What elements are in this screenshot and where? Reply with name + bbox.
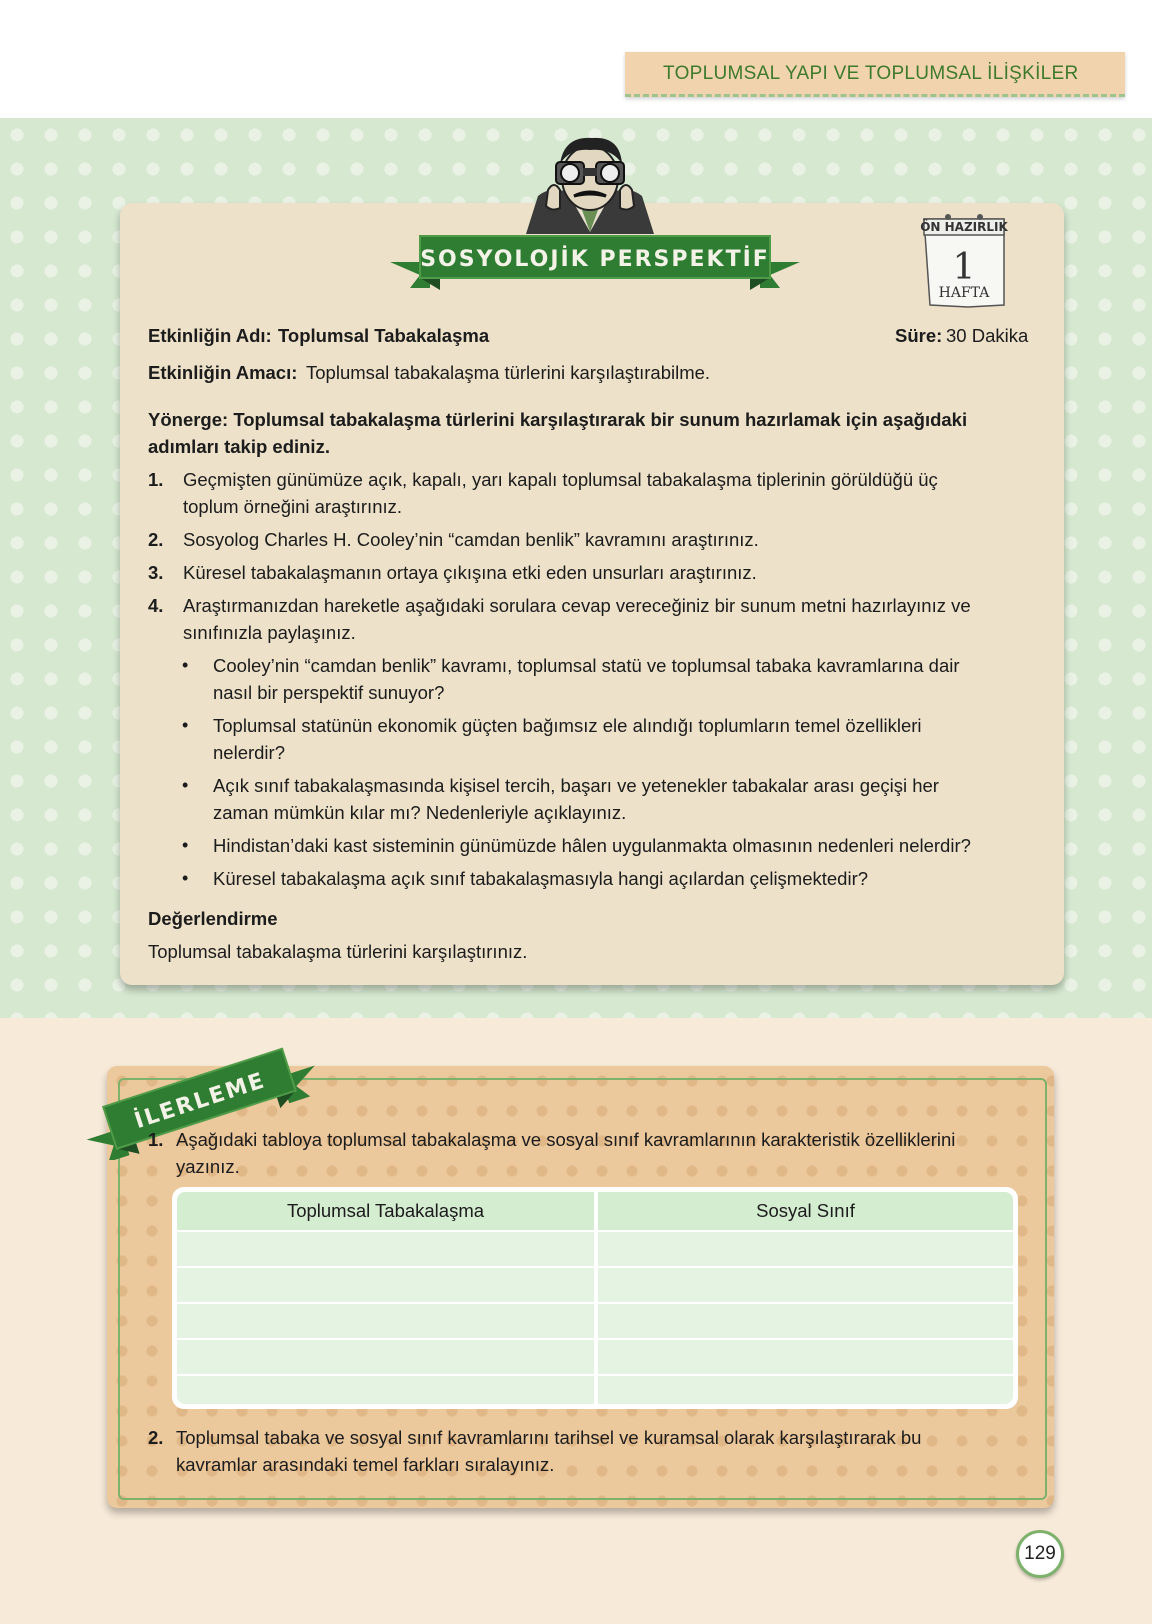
bullet: • (182, 775, 189, 795)
step-text: sınıfınızla paylaşınız. (183, 622, 356, 643)
sosyolojik-perspektif-title: SOSYOLOJİK PERSPEKTİF (420, 247, 770, 272)
step-number: 4. (148, 595, 164, 616)
bullet: • (182, 655, 189, 675)
question-text: Cooley’nin “camdan benlik” kavramı, toplumsal statü ve toplumsal tabaka kavramlarına dair (213, 655, 960, 676)
ilerleme-title: İLERLEME (131, 1068, 269, 1135)
binoculars-man-illustration (520, 134, 660, 234)
progress-question-text: Toplumsal tabaka ve sosyal sınıf kavramlarını tarihsel ve kuramsal olarak karşılaştırarak bu (176, 1427, 922, 1448)
activity-name-label: Etkinliğin Adı: (148, 325, 272, 346)
instruction-line-1: Yönerge: Toplumsal tabakalaşma türlerini karşılaştırarak bir sunum hazırlamak için aşağıdaki (148, 409, 968, 430)
calendar-week-label: HAFTA (938, 285, 990, 301)
step-text: toplum örneğini araştırınız. (183, 496, 403, 517)
calendar-top-label: ÖN HAZIRLIK (920, 220, 1008, 234)
table-header-sosyal-sinif: Sosyal Sınıf (756, 1200, 855, 1221)
question-text: nasıl bir perspektif sunuyor? (213, 682, 445, 703)
activity-name-value: Toplumsal Tabakalaşma (278, 325, 490, 346)
bullet: • (182, 835, 189, 855)
sosyolojik-perspektif-ribbon (390, 232, 800, 298)
table-header-toplumsal-tabakalasma: Toplumsal Tabakalaşma (286, 1200, 485, 1221)
question-text: nelerdir? (213, 742, 285, 763)
calendar-number: 1 (952, 247, 976, 288)
question-text: Açık sınıf tabakalaşmasında kişisel tercih, başarı ve yetenekler tabakalar arası geçişi her (213, 775, 939, 796)
bullet: • (182, 715, 189, 735)
table-column-divider (594, 1192, 598, 1404)
activity-aim-value: Toplumsal tabakalaşma türlerini karşılaştırabilme. (306, 362, 711, 383)
step-number: 3. (148, 562, 164, 583)
step-text: Küresel tabakalaşmanın ortaya çıkışına etki eden unsurları araştırınız. (183, 562, 757, 583)
step-number: 1. (148, 469, 164, 490)
page-number: 129 (1016, 1530, 1064, 1578)
duration-label: Süre: (895, 325, 943, 346)
duration-value: 30 Dakika (946, 325, 1029, 346)
question-text: zaman mümkün kılar mı? Nedenleriyle açıklayınız. (213, 802, 627, 823)
chapter-title: TOPLUMSAL YAPI VE TOPLUMSAL İLİŞKİLER (663, 63, 1079, 84)
progress-question-text: yazınız. (176, 1156, 240, 1177)
comparison-table (172, 1187, 1018, 1409)
calendar-icon (918, 209, 1010, 313)
bullet: • (182, 868, 189, 888)
step-number: 2. (148, 529, 164, 550)
instruction-line-2: adımları takip ediniz. (148, 436, 330, 457)
question-text: Toplumsal statünün ekonomik güçten bağımsız ele alındığı toplumların temel özellikleri (213, 715, 922, 736)
progress-question-text: Aşağıdaki tabloya toplumsal tabakalaşma ve sosyal sınıf kavramlarının karakteristik özelliklerini (176, 1129, 956, 1150)
activity-aim-label: Etkinliğin Amacı: (148, 362, 298, 383)
evaluation-text: Toplumsal tabakalaşma türlerini karşılaştırınız. (148, 941, 528, 962)
step-text: Araştırmanızdan hareketle aşağıdaki sorulara cevap vereceğiniz bir sunum metni hazırlayınız ve (183, 595, 971, 616)
question-text: Hindistan’daki kast sisteminin günümüzde hâlen uygulanmakta olmasının nedenleri nelerdir? (213, 835, 971, 856)
question-text: Küresel tabakalaşma açık sınıf tabakalaşmasıyla hangi açılardan çelişmektedir? (213, 868, 869, 889)
chapter-header-tab (625, 52, 1125, 97)
step-text: Geçmişten günümüze açık, kapalı, yarı kapalı toplumsal tabakalaşma tiplerinin görüldüğü üç (183, 469, 938, 490)
step-text: Sosyolog Charles H. Cooley’nin “camdan benlik” kavramını araştırınız. (183, 529, 759, 550)
progress-question-number: 1. (148, 1129, 164, 1150)
progress-question-number: 2. (148, 1427, 164, 1448)
evaluation-title: Değerlendirme (148, 908, 278, 929)
progress-question-text: kavramlar arasındaki temel farkları sıralayınız. (176, 1454, 555, 1475)
